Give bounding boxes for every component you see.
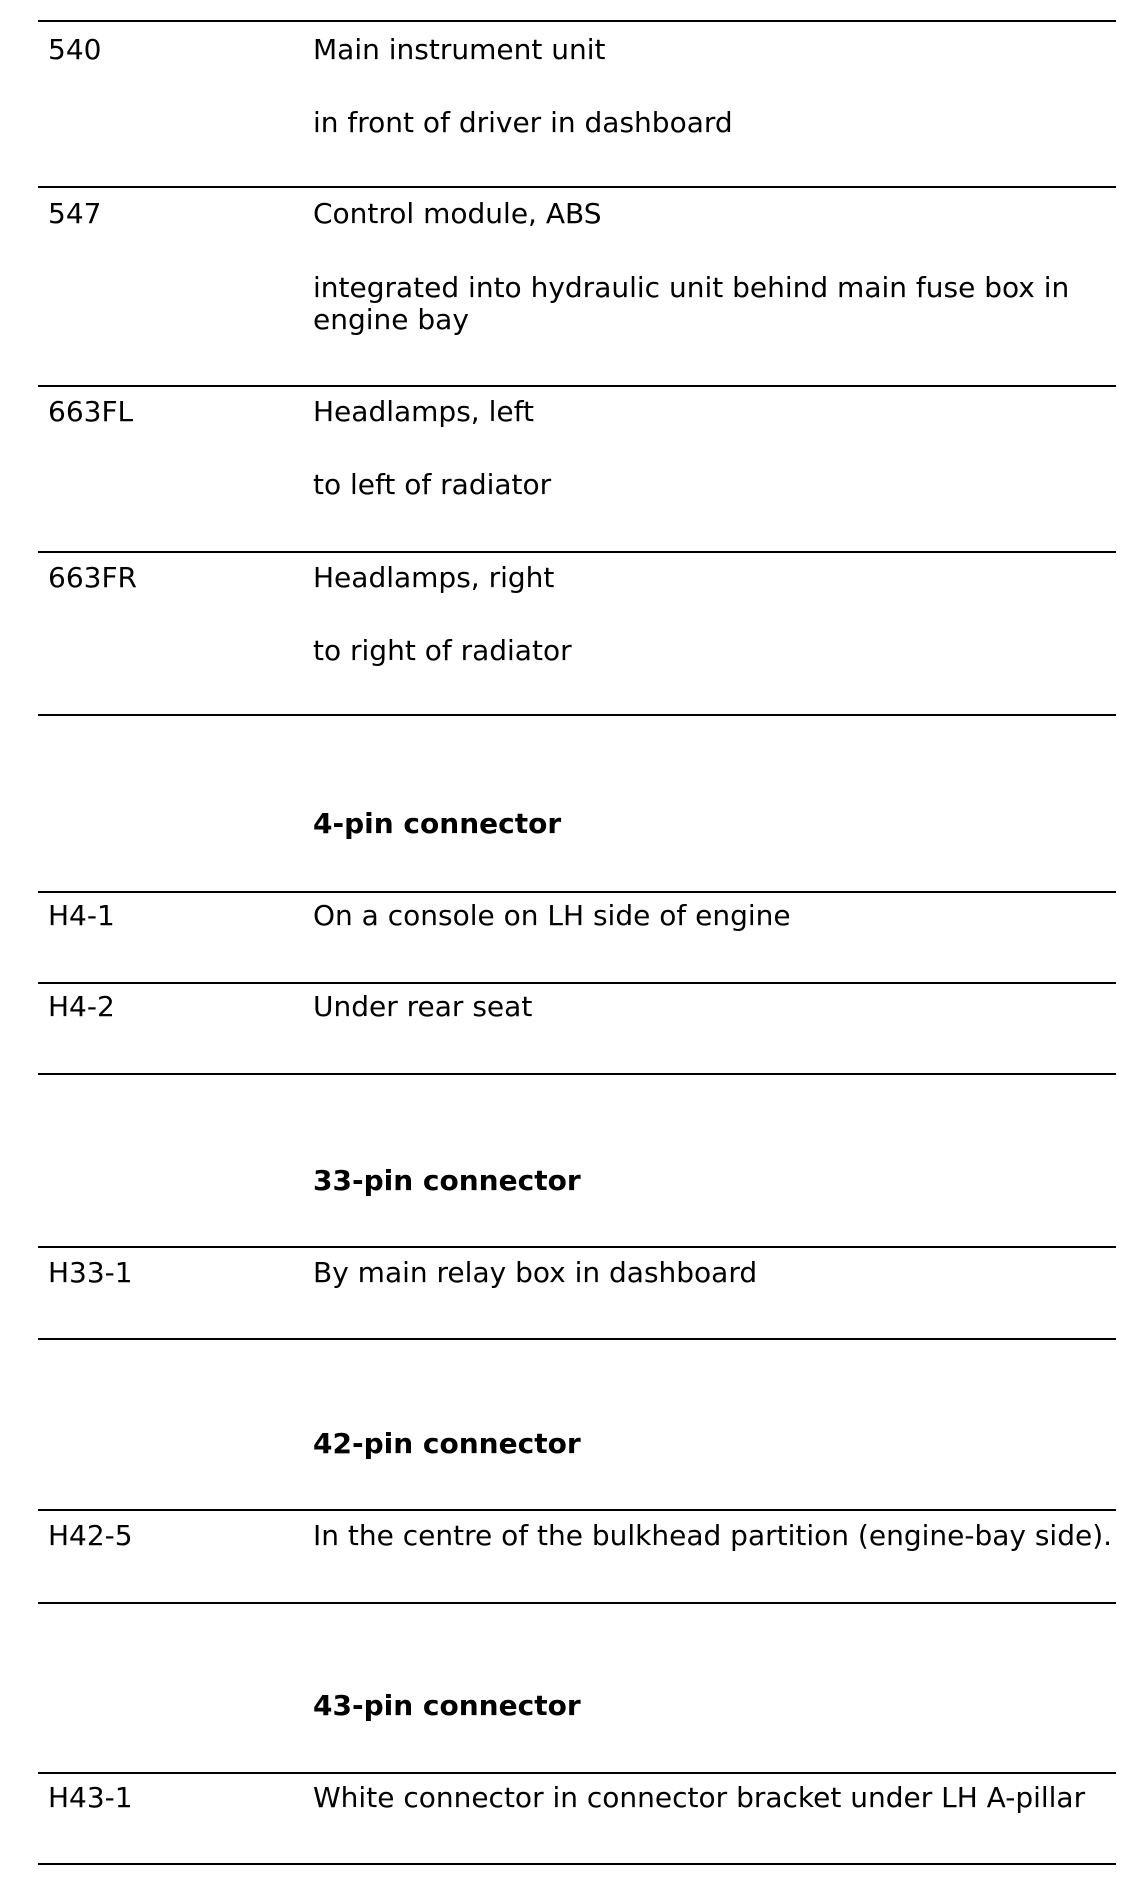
connector-location: White connector in connector bracket under LH A-pillar <box>313 1781 1086 1814</box>
connector-code: H4-1 <box>48 899 115 932</box>
connector-code: H33-1 <box>48 1256 133 1289</box>
component-code: 663FR <box>48 561 138 594</box>
section-heading: 43-pin connector <box>313 1689 581 1722</box>
divider <box>38 1509 1116 1511</box>
component-code: 663FL <box>48 395 134 428</box>
divider <box>38 891 1116 893</box>
connector-code: H43-1 <box>48 1781 133 1814</box>
divider <box>38 1772 1116 1774</box>
connector-location: In the centre of the bulkhead partition (engine-bay side). <box>313 1519 1113 1552</box>
component-location: integrated into hydraulic unit behind main fuse box in engine bay <box>313 271 1070 336</box>
component-code: 540 <box>48 33 102 66</box>
section-heading: 42-pin connector <box>313 1427 581 1460</box>
divider <box>38 1602 1116 1604</box>
component-location: in front of driver in dashboard <box>313 106 733 139</box>
section-heading: 4-pin connector <box>313 807 562 840</box>
section-heading: 33-pin connector <box>313 1164 581 1197</box>
divider <box>38 1338 1116 1340</box>
connector-code: H42-5 <box>48 1519 133 1552</box>
divider <box>38 982 1116 984</box>
divider <box>38 20 1116 22</box>
component-code: 547 <box>48 197 102 230</box>
divider <box>38 714 1116 716</box>
component-title: Main instrument unit <box>313 33 606 66</box>
component-title: Headlamps, left <box>313 395 534 428</box>
connector-location: Under rear seat <box>313 990 533 1023</box>
divider <box>38 1863 1116 1865</box>
connector-location: By main relay box in dashboard <box>313 1256 758 1289</box>
component-title: Control module, ABS <box>313 197 602 230</box>
component-location: to right of radiator <box>313 634 572 667</box>
divider <box>38 1073 1116 1075</box>
divider <box>38 1246 1116 1248</box>
component-title: Headlamps, right <box>313 561 555 594</box>
divider <box>38 186 1116 188</box>
connector-code: H4-2 <box>48 990 115 1023</box>
component-location: to left of radiator <box>313 468 552 501</box>
connector-location: On a console on LH side of engine <box>313 899 791 932</box>
divider <box>38 551 1116 553</box>
divider <box>38 385 1116 387</box>
